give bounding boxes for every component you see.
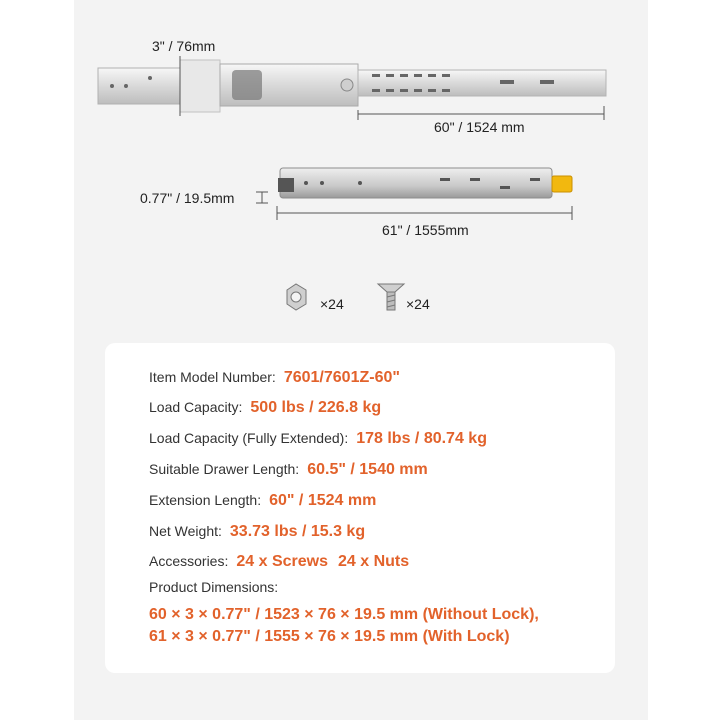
screw-icon	[378, 284, 404, 310]
spec-accessories-label: Accessories:	[149, 553, 229, 569]
width-label: 3" / 76mm	[152, 38, 216, 54]
spec-accessories-nuts: 24 x Nuts	[337, 553, 410, 570]
closed-length-dimension-line	[277, 206, 572, 220]
spec-model	[149, 369, 400, 387]
spec-weight-label: Net Weight:	[149, 523, 222, 539]
spec-extension-label: Extension Length:	[149, 492, 262, 508]
spec-load-extended	[149, 430, 487, 448]
screw-count: ×24	[406, 296, 430, 312]
spec-dimensions-without-lock: 60 × 3 × 0.77" / 1523 × 76 × 19.5 mm (Without Lock),	[149, 606, 539, 623]
extended-length-label: 60" / 1524 mm	[434, 119, 525, 135]
spec-accessories-screws: 24 x Screws	[236, 553, 328, 570]
spec-accessories	[149, 553, 409, 571]
spec-weight-value: 33.73 lbs / 15.3 kg	[229, 523, 366, 540]
spec-load-label: Load Capacity:	[149, 399, 243, 415]
spec-product-dimensions	[149, 579, 278, 595]
closed-length-label: 61" / 1555mm	[382, 222, 469, 238]
spec-drawer-length-value: 60.5" / 1540 mm	[307, 461, 428, 478]
closed-slide	[278, 168, 572, 198]
nut-count: ×24	[320, 296, 344, 312]
spec-model-label: Item Model Number:	[149, 369, 276, 385]
spec-load	[149, 399, 381, 417]
spec-load-extended-label: Load Capacity (Fully Extended):	[149, 430, 349, 446]
spec-drawer-length-label: Suitable Drawer Length:	[149, 461, 300, 477]
thickness-label: 0.77" / 19.5mm	[140, 190, 235, 206]
spec-model-value: 7601/7601Z-60"	[283, 369, 400, 386]
spec-weight	[149, 523, 365, 541]
spec-load-value: 500 lbs / 226.8 kg	[250, 399, 382, 416]
slide-diagram	[0, 0, 720, 340]
extended-slide	[98, 60, 606, 112]
thickness-dimension-line	[256, 192, 268, 203]
spec-drawer-length	[149, 461, 428, 479]
spec-extension-value: 60" / 1524 mm	[269, 492, 377, 509]
spec-load-extended-value: 178 lbs / 80.74 kg	[356, 430, 487, 447]
spec-dimensions-with-lock: 61 × 3 × 0.77" / 1555 × 76 × 19.5 mm (With Lock)	[149, 628, 510, 645]
spec-product-dimensions-label: Product Dimensions:	[149, 579, 279, 595]
hex-nut-icon	[287, 284, 306, 310]
spec-extension	[149, 492, 376, 510]
extended-length-dimension-line	[358, 106, 604, 120]
spec-card	[105, 343, 615, 673]
